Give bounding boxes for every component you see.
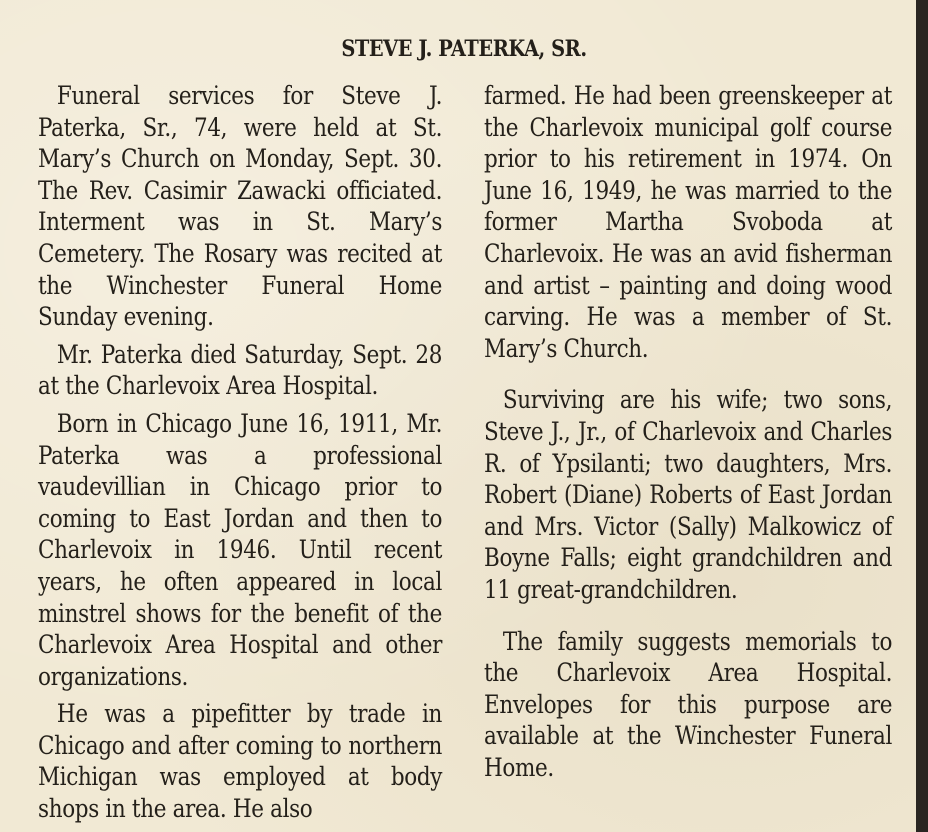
obituary-headline: STEVE J. PATERKA, SR. xyxy=(341,36,587,62)
paragraph-memorials: The family suggests memorials to the Charlevoix Area Hospital. Envelopes for this purpose are available at the Winchester Funeral Home. xyxy=(484,626,893,782)
paragraph-career-continued: farmed. He had been greenskeeper at the Charlevoix municipal golf course prior to his retirement in 1974. On June 16, 1949, he was married to the former Martha Svoboda at Charlevoix. He was an avid fisherman and artist – painting and doing wood carving. He was a member of St. Mary’s Church. xyxy=(484,81,893,363)
paragraph-services: Funeral services for Steve J. Paterka, Sr., 74, were held at St. Mary’s Church on Monday, Sept. 30. The Rev. Casimir Zawacki officiated. Interment was in St. Mary’s Cemetery. The Rosary was recited at the Winchester Funeral Home Sunday evening. xyxy=(38,81,443,332)
paragraph-death: Mr. Paterka died Saturday, Sept. 28 at the Charlevoix Area Hospital. xyxy=(38,339,443,401)
paragraph-survivors: Surviving are his wife; two sons, Steve J., Jr., of Charlevoix and Charles R. of Ypsilanti; two daughters, Mrs. Robert (Diane) Roberts of East Jordan and Mrs. Victor (Sally) Malkowicz of Boyne Falls; eight grandchildren and 11 great-grandchildren. xyxy=(484,385,893,604)
page-edge-shadow xyxy=(916,0,928,832)
right-column xyxy=(484,80,892,789)
paragraph-biography: Born in Chicago June 16, 1911, Mr. Paterka was a professional vaudevillian in Chicago prior to coming to East Jordan and then to Charlevoix in 1946. Until recent years, he often appeared in local minstrel shows for the benefit of the Charlevoix Area Hospital and other organizations. xyxy=(38,408,443,691)
paragraph-career: He was a pipefitter by trade in Chicago and after coming to northern Michigan was employed at body shops in the area. He also xyxy=(38,699,443,824)
left-column xyxy=(38,80,442,831)
